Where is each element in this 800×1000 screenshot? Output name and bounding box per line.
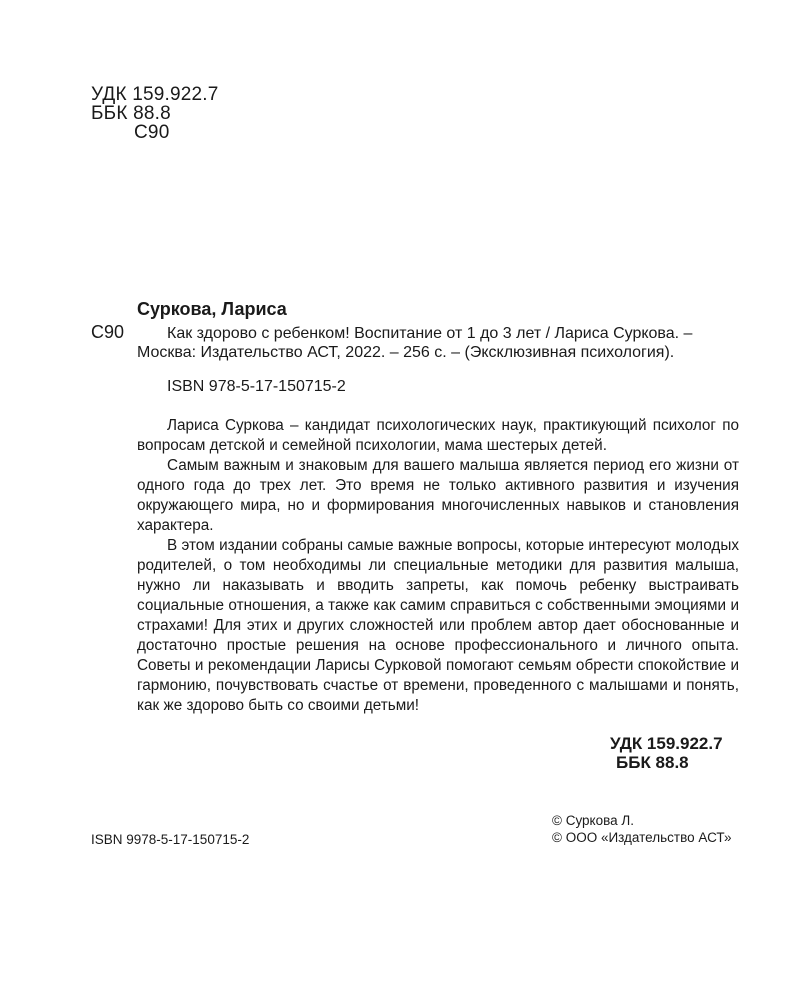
bbk-code-bottom: ББК 88.8 (616, 753, 689, 772)
bbk-code-top: ББК 88.8 (91, 103, 171, 124)
annotation-paragraph: Самым важным и знаковым для вашего малыша является период его жизни от одного года до трех лет. Это время не только активного развития и изучения окружающего мира, но и формирования многочисленных навыков и становления характера. (137, 457, 739, 534)
annotation (137, 416, 739, 716)
copyright-author: © Суркова Л. (552, 813, 635, 828)
annotation-paragraph: Лариса Суркова – кандидат психологических наук, практикующий психолог по вопросам детской и семейной психологии, мама шестерых детей. (137, 417, 739, 454)
udk-code-top: УДК 159.922.7 (91, 84, 219, 105)
author-code-top: С90 (134, 122, 170, 143)
annotation-paragraph: В этом издании собраны самые важные вопросы, которые интересуют молодых родителей, о том необходимы ли специальные методики для развития малыша, нужно ли наказывать и вводить запреты, как помочь ребенку выстраивать социальные отношения, а также как самим справиться с собственными эмоциями и страхами! Для этих и других сложностей или проблем автор дает обоснованные и достаточно простые решения на основе профессионального и личного опыта. Советы и рекомендации Ларисы Сурковой помогают семьям обрести спокойствие и гармонию, почувствовать счастье от времени, проведенного с малышами и понять, как же здорово быть со своими детьми! (137, 537, 739, 714)
bibliographic-description-line-2: Москва: Издательство АСТ, 2022. – 256 с. – (Эксклюзивная психология). (137, 344, 675, 361)
author-code-record: С90 (91, 322, 125, 342)
copyright-publisher: © ООО «Издательство АСТ» (552, 830, 732, 845)
isbn-record: ISBN 978-5-17-150715-2 (167, 378, 346, 395)
bibliographic-description-line-1: Как здорово с ребенком! Воспитание от 1 до 3 лет / Лариса Суркова. – (167, 325, 693, 342)
udk-code-bottom: УДК 159.922.7 (610, 734, 723, 753)
isbn-footer: ISBN 9978-5-17-150715-2 (91, 832, 250, 847)
author-heading: Суркова, Лариса (137, 299, 287, 319)
